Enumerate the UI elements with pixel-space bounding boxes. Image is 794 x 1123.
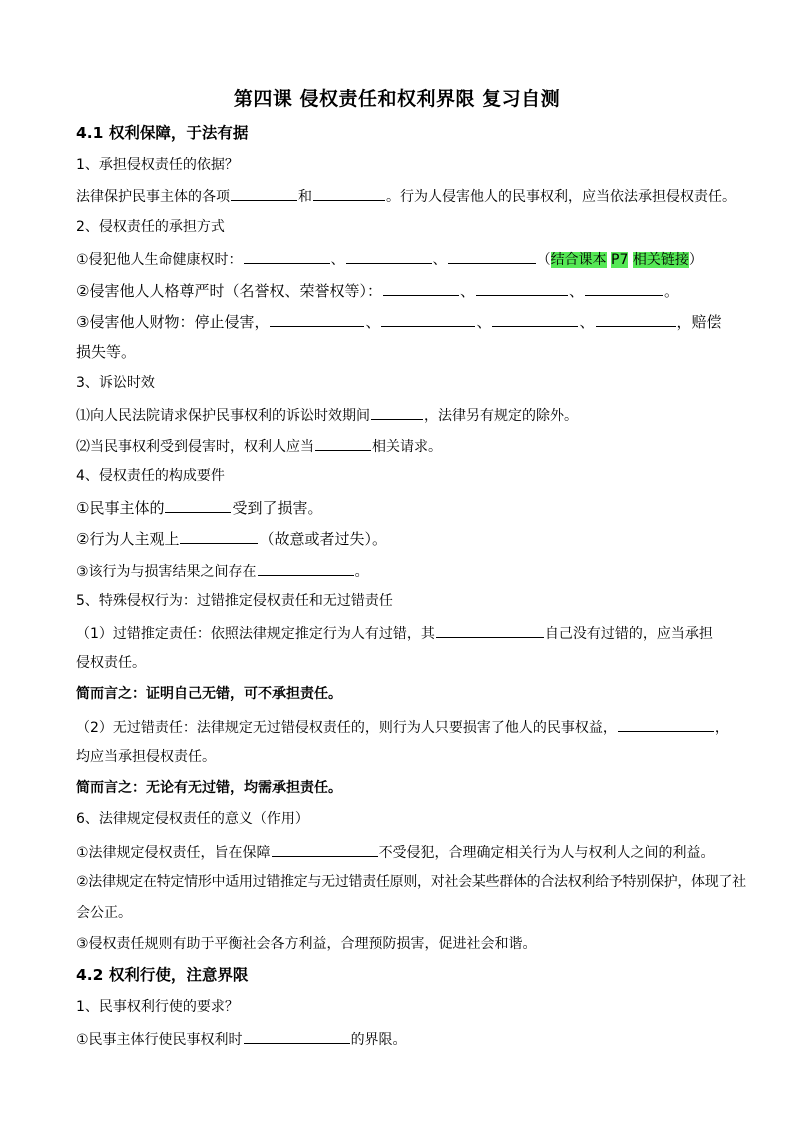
- blank-field[interactable]: [585, 280, 663, 296]
- separator: 、: [476, 313, 492, 331]
- question-5-item-2-continued: 均应当承担侵权责任。: [76, 749, 216, 765]
- text: 相关请求。: [372, 439, 442, 455]
- question-1-text: [76, 185, 736, 207]
- question-4-title: 4、侵权责任的构成要件: [76, 468, 225, 484]
- text: ③侵害他人财物：停止侵害，: [76, 313, 270, 331]
- question-2-item-3-continued: 损失等。: [76, 343, 137, 361]
- text: ，赔偿: [676, 313, 722, 331]
- blank-field[interactable]: [258, 560, 354, 576]
- blank-field[interactable]: [231, 185, 297, 201]
- blank-field[interactable]: [476, 280, 568, 296]
- text: ⑵当民事权利受到侵害时，权利人应当: [76, 439, 314, 455]
- paren: （: [536, 252, 551, 268]
- section-heading-4-2: 4.2 权利行使，注意界限: [76, 966, 249, 984]
- page-title: 第四课 侵权责任和权利界限 复习自测: [233, 88, 561, 110]
- text: ①法律规定侵权责任，旨在保障: [76, 845, 271, 861]
- blank-field[interactable]: [492, 311, 578, 327]
- paren: ）: [688, 252, 703, 268]
- text: ①民事主体行使民事权利时: [76, 1032, 243, 1048]
- text: （2）无过错责任：法律规定无过错侵权责任的，则行为人只要损害了他人的民事权益，: [76, 720, 617, 736]
- question-4-item-3: [76, 560, 726, 582]
- question-6-item-2-continued: 会公正。: [76, 905, 132, 921]
- separator: 、: [568, 282, 584, 300]
- question-4-item-1: [76, 497, 726, 518]
- text: ，法律另有规定的除外。: [424, 408, 578, 424]
- blank-field[interactable]: [618, 716, 714, 732]
- question-5-item-1: [76, 622, 726, 644]
- text: ②行为人主观上: [76, 530, 180, 548]
- question-2-item-3: [76, 311, 726, 332]
- blank-field[interactable]: [270, 311, 364, 327]
- question-5-item-2: [76, 716, 729, 738]
- blank-field[interactable]: [165, 497, 231, 513]
- question-3-item-2: [76, 435, 726, 457]
- section-2-question-1-title: 1、民事权利行使的要求？: [76, 999, 239, 1015]
- question-2-item-1: [76, 248, 726, 270]
- text: ②侵害他人人格尊严时（名誉权、荣誉权等）：: [76, 282, 382, 300]
- text: 。行为人侵害他人的民事权利，应当依法承担侵权责任。: [386, 189, 736, 205]
- question-3-title: 3、诉讼时效: [76, 375, 155, 391]
- question-1-title: 1、承担侵权责任的依据？: [76, 157, 239, 173]
- blank-field[interactable]: [383, 280, 459, 296]
- question-6-item-2: ②法律规定在特定情形中适用过错推定与无过错责任原则，对社会某些群体的合法权利给予特别保护，体现了社: [76, 874, 746, 890]
- text: （故意或者过失）。: [259, 530, 387, 548]
- text: 的界限。: [350, 1032, 407, 1048]
- summary-2: 简而言之：无论有无过错，均需承担责任。: [76, 780, 342, 796]
- question-3-item-1: [76, 404, 726, 426]
- separator: 、: [459, 282, 475, 300]
- question-2-title: 2、侵权责任的承担方式: [76, 219, 225, 235]
- text: ①侵犯他人生命健康权时：: [76, 252, 243, 268]
- separator: 、: [579, 313, 595, 331]
- blank-field[interactable]: [381, 311, 475, 327]
- text: 法律保护民事主体的各项: [76, 189, 230, 205]
- summary-1: 简而言之：证明自己无错，可不承担责任。: [76, 686, 342, 702]
- question-5-item-1-continued: 侵权责任。: [76, 655, 146, 671]
- blank-field[interactable]: [244, 1028, 350, 1044]
- blank-field[interactable]: [346, 248, 432, 264]
- highlight-text: 相关链接: [632, 252, 689, 268]
- blank-field[interactable]: [371, 404, 423, 420]
- blank-field[interactable]: [272, 841, 378, 857]
- section-2-question-1-item-1: [76, 1028, 726, 1050]
- text: 。: [663, 282, 679, 300]
- section-heading-4-1: 4.1 权利保障，于法有据: [76, 124, 249, 142]
- question-6-title: 6、法律规定侵权责任的意义（作用）: [76, 811, 309, 827]
- text: 自己没有过错的，应当承担: [544, 626, 713, 642]
- blank-field[interactable]: [315, 435, 371, 451]
- blank-field[interactable]: [180, 528, 258, 544]
- blank-field[interactable]: [313, 185, 385, 201]
- highlight-text: P7: [611, 252, 629, 268]
- text: ⑴向人民法院请求保护民事权利的诉讼时效期间: [76, 408, 370, 424]
- question-2-item-2: [76, 280, 726, 301]
- text: ①民事主体的: [76, 499, 165, 517]
- blank-field[interactable]: [596, 311, 676, 327]
- text: （1）过错推定责任：依照法律规定推定行为人有过错，其: [76, 626, 435, 642]
- text: 。: [354, 564, 369, 580]
- text: 受到了损害。: [232, 499, 323, 517]
- question-6-item-1: [76, 841, 726, 863]
- question-5-title: 5、特殊侵权行为：过错推定侵权责任和无过错责任: [76, 593, 393, 609]
- blank-field[interactable]: [448, 248, 536, 264]
- text: ③该行为与损害结果之间存在: [76, 564, 257, 580]
- separator: 、: [432, 252, 447, 268]
- highlight-text: 结合课本: [550, 252, 607, 268]
- text: 和: [298, 189, 312, 205]
- question-6-item-3: ③侵权责任规则有助于平衡社会各方利益，合理预防损害，促进社会和谐。: [76, 936, 537, 952]
- text: 不受侵犯，合理确定相关行为人与权利人之间的利益。: [378, 845, 715, 861]
- blank-field[interactable]: [244, 248, 330, 264]
- question-4-item-2: [76, 528, 726, 549]
- separator: 、: [330, 252, 345, 268]
- text: ，: [714, 720, 729, 736]
- blank-field[interactable]: [436, 622, 544, 638]
- separator: 、: [365, 313, 381, 331]
